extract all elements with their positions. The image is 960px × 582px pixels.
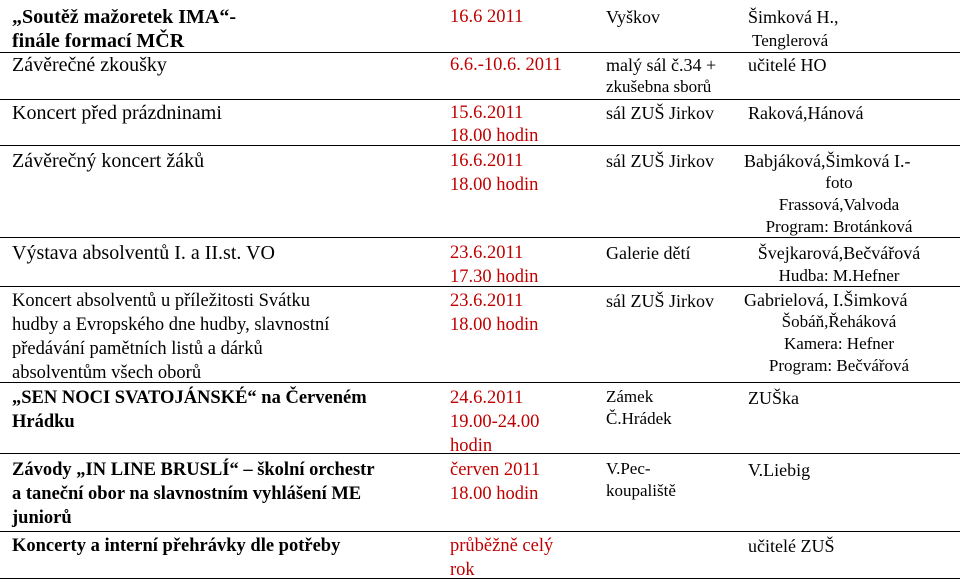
event-place bbox=[606, 5, 660, 29]
place-line: Č.Hrádek bbox=[606, 409, 672, 428]
event-date bbox=[450, 101, 538, 147]
date-line: 17.30 hodin bbox=[450, 267, 539, 287]
place-line: Vyškov bbox=[606, 7, 661, 27]
event-line: předávání pamětních listů a dárků bbox=[12, 339, 263, 359]
responsible-line: Hudba: M.Hefner bbox=[778, 266, 900, 285]
event-date bbox=[450, 5, 523, 29]
date-line: hodin bbox=[450, 436, 493, 456]
place-line: sál ZUŠ Jirkov bbox=[606, 151, 714, 171]
event-responsible bbox=[748, 53, 826, 77]
event-line: Hrádku bbox=[12, 412, 75, 432]
event-date bbox=[450, 386, 539, 458]
event-responsible bbox=[748, 458, 810, 482]
responsible-line: učitelé ZUŠ bbox=[748, 536, 835, 556]
event-name bbox=[12, 149, 204, 173]
event-line: Závěrečný koncert žáků bbox=[12, 150, 205, 172]
event-line: Koncert absolventů u příležitosti Svátku bbox=[12, 291, 310, 311]
event-date bbox=[450, 534, 553, 582]
responsible-line: Kamera: Hefner bbox=[784, 334, 894, 353]
place-line: Zámek bbox=[606, 387, 654, 406]
place-line: malý sál č.34 + bbox=[606, 55, 717, 75]
event-name bbox=[12, 289, 329, 385]
event-name bbox=[12, 386, 367, 434]
row-divider bbox=[0, 531, 960, 532]
responsible-line: Program: Bečvářová bbox=[768, 356, 910, 375]
event-line: finále formací MČR bbox=[12, 30, 185, 52]
date-line: 23.6.2011 bbox=[450, 291, 524, 311]
responsible-line: Švejkarová,Bečvářová bbox=[757, 243, 921, 263]
event-place bbox=[606, 289, 714, 313]
responsible-line: Babjáková,Šimková I.- bbox=[744, 151, 911, 171]
event-line: Závody „IN LINE BRUSLÍ“ – školní orchestr bbox=[12, 460, 375, 480]
event-place bbox=[606, 241, 690, 265]
event-name bbox=[12, 101, 222, 125]
event-line: „SEN NOCI SVATOJÁNSKÉ“ na Červeném bbox=[12, 388, 367, 408]
event-responsible bbox=[748, 386, 799, 410]
event-name bbox=[12, 241, 275, 265]
event-line: juniorů bbox=[12, 508, 72, 528]
date-line: rok bbox=[450, 560, 475, 580]
responsible-line: foto bbox=[825, 173, 853, 192]
event-responsible bbox=[748, 534, 834, 558]
event-line: Výstava absolventů I. a II.st. VO bbox=[12, 242, 275, 264]
row-divider bbox=[0, 99, 960, 100]
event-responsible bbox=[744, 150, 934, 238]
date-line: 16.6.2011 bbox=[450, 151, 524, 171]
date-line: červen 2011 bbox=[450, 460, 541, 480]
responsible-line: Gabrielová, I.Šimková bbox=[744, 290, 908, 310]
responsible-line: Program: Brotánková bbox=[765, 217, 913, 236]
responsible-line: V.Liebig bbox=[748, 460, 811, 480]
date-line: 6.6.-10.6. 2011 bbox=[450, 55, 562, 75]
place-line: V.Pec- bbox=[606, 459, 651, 478]
date-line: 18.00 hodin bbox=[450, 484, 539, 504]
place-line: zkušebna sborů bbox=[606, 77, 712, 96]
event-line: „Soutěž mažoretek IMA“- bbox=[12, 6, 237, 28]
responsible-line: Raková,Hánová bbox=[748, 103, 864, 123]
event-responsible bbox=[748, 5, 839, 53]
responsible-line: učitelé HO bbox=[748, 55, 827, 75]
responsible-line: Šimková H., bbox=[748, 7, 839, 27]
event-line: absolventům všech oborů bbox=[12, 363, 202, 383]
date-line: 15.6.2011 bbox=[450, 103, 524, 123]
event-place bbox=[606, 458, 676, 502]
date-line: 16.6 2011 bbox=[450, 7, 524, 27]
place-line: sál ZUŠ Jirkov bbox=[606, 291, 714, 311]
date-line: 18.00 hodin bbox=[450, 175, 539, 195]
responsible-line: ZUŠka bbox=[748, 388, 799, 408]
event-date bbox=[450, 241, 538, 289]
place-line: Galerie dětí bbox=[606, 243, 691, 263]
date-line: 24.6.2011 bbox=[450, 388, 524, 408]
place-line: sál ZUŠ Jirkov bbox=[606, 103, 714, 123]
place-line: koupaliště bbox=[606, 481, 676, 500]
event-line: Závěrečné zkoušky bbox=[12, 54, 167, 76]
event-date bbox=[450, 53, 562, 77]
event-name bbox=[12, 458, 375, 530]
event-line: Koncert před prázdninami bbox=[12, 102, 222, 124]
event-date bbox=[450, 289, 538, 337]
event-responsible bbox=[744, 241, 934, 287]
event-date bbox=[450, 149, 538, 197]
date-line: 23.6.2011 bbox=[450, 243, 524, 263]
event-place bbox=[606, 54, 716, 98]
date-line: 18.00 hodin bbox=[450, 126, 539, 146]
date-line: 19.00-24.00 bbox=[450, 412, 540, 432]
event-place bbox=[606, 386, 672, 430]
event-name bbox=[12, 534, 340, 558]
event-name bbox=[12, 53, 167, 77]
event-line: a taneční obor na slavnostním vyhlášení ME bbox=[12, 484, 362, 504]
event-responsible bbox=[748, 101, 863, 125]
responsible-line: Šobáň,Řeháková bbox=[781, 312, 897, 331]
event-line: Koncerty a interní přehrávky dle potřeby bbox=[12, 536, 341, 556]
responsible-line: Tenglerová bbox=[752, 31, 829, 50]
event-place bbox=[606, 101, 714, 125]
event-place bbox=[606, 149, 714, 173]
date-line: 18.00 hodin bbox=[450, 315, 539, 335]
event-name bbox=[12, 5, 236, 53]
event-responsible bbox=[744, 289, 934, 377]
responsible-line: Frassová,Valvoda bbox=[778, 195, 900, 214]
event-line: hudby a Evropského dne hudby, slavnostní bbox=[12, 315, 330, 335]
date-line: průběžně celý bbox=[450, 536, 554, 556]
event-date bbox=[450, 458, 540, 506]
